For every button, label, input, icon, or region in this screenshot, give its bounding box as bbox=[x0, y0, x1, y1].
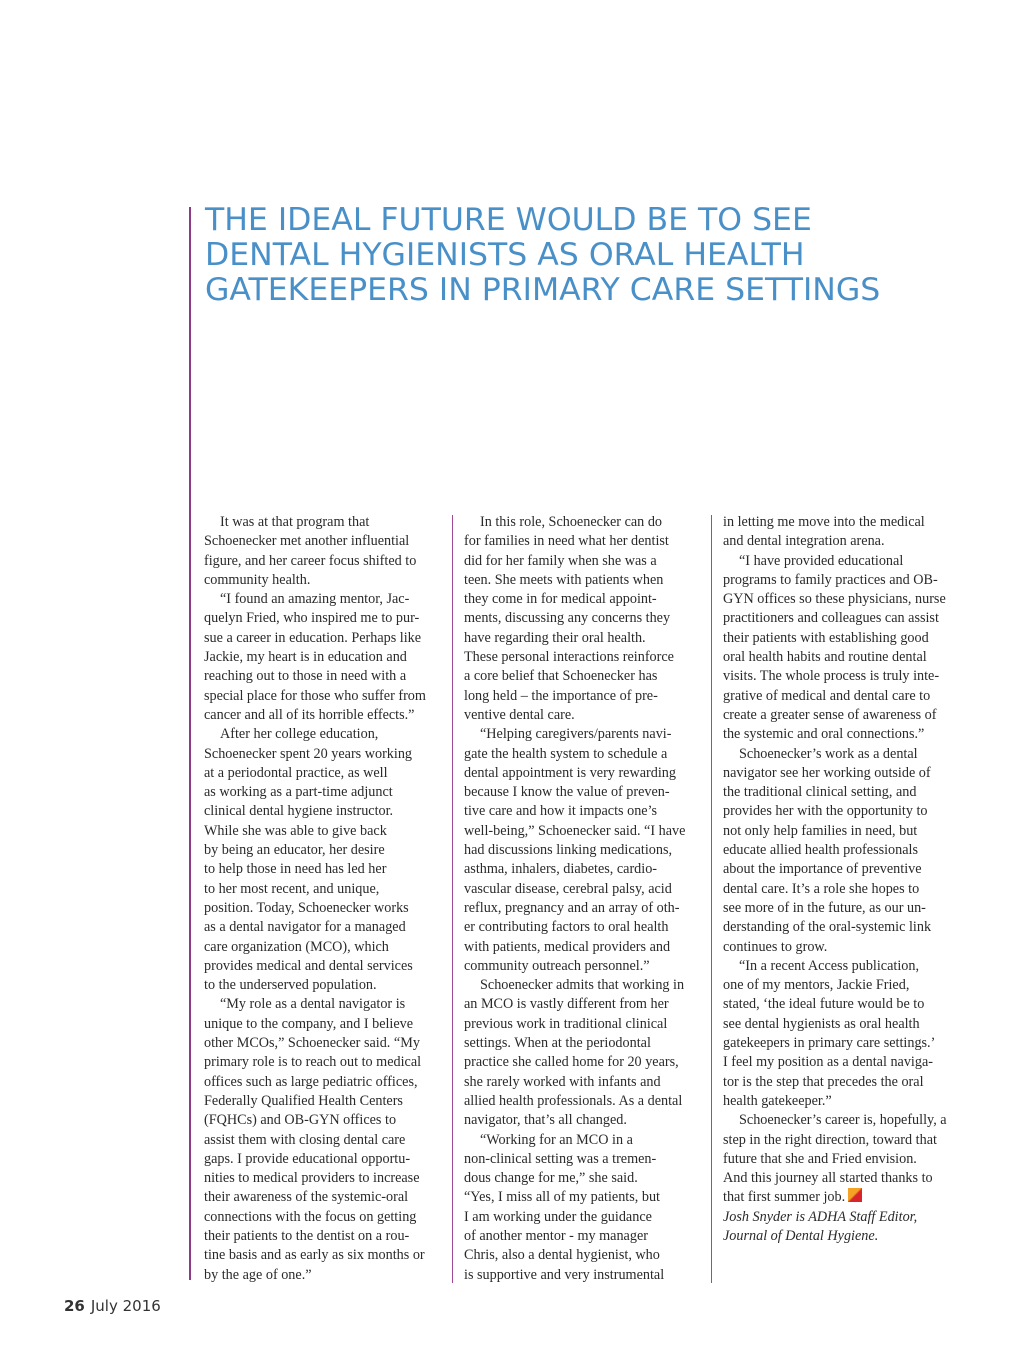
text-line: to help those in need has led her bbox=[204, 861, 387, 878]
text-line: dental appointment is very rewarding bbox=[464, 764, 676, 781]
text-line: These personal interactions reinforce bbox=[464, 649, 674, 666]
text-line: figure, and her career focus shifted to bbox=[204, 552, 417, 569]
text-line: an MCO is vastly different from her bbox=[464, 996, 669, 1013]
article-paragraph bbox=[204, 513, 444, 590]
text-line: Schoenecker admits that working in bbox=[480, 977, 685, 994]
text-line: visits. The whole process is truly inte- bbox=[723, 668, 940, 685]
text-line: dental care. It’s a role she hopes to bbox=[723, 880, 920, 897]
pull-quote-line: DENTAL HYGIENISTS AS ORAL HEALTH bbox=[205, 237, 805, 273]
text-line: unique to the company, and I believe bbox=[204, 1015, 414, 1032]
article-paragraph bbox=[723, 513, 963, 552]
text-line: er contributing factors to oral health bbox=[464, 919, 669, 936]
text-line: derstanding of the oral-systemic link bbox=[723, 919, 932, 936]
text-line: sue a career in education. Perhaps like bbox=[204, 629, 422, 646]
text-line: oral health habits and routine dental bbox=[723, 649, 927, 666]
text-line: position. Today, Schoenecker works bbox=[204, 899, 409, 916]
pull-quote bbox=[205, 203, 975, 308]
article-paragraph bbox=[464, 513, 704, 725]
article-paragraph bbox=[723, 957, 963, 1111]
text-line: practitioners and colleagues can assist bbox=[723, 610, 939, 627]
article-paragraph bbox=[204, 725, 444, 995]
text-line: at a periodontal practice, as well bbox=[204, 764, 388, 781]
text-line: (FQHCs) and OB-GYN offices to bbox=[204, 1112, 397, 1129]
text-line: reflux, pregnancy and an array of oth- bbox=[464, 899, 680, 916]
text-line: the traditional clinical setting, and bbox=[723, 784, 917, 801]
text-line: “Working for an MCO in a bbox=[480, 1131, 633, 1148]
text-line: provides medical and dental services bbox=[204, 957, 413, 974]
text-line: the systemic and oral connections.” bbox=[723, 726, 925, 743]
text-line: Schoenecker’s work as a dental bbox=[739, 745, 918, 762]
text-line: for families in need what her dentist bbox=[464, 533, 669, 550]
text-line: connections with the focus on getting bbox=[204, 1208, 417, 1225]
byline-line: Josh Snyder is ADHA Staff Editor, bbox=[723, 1208, 918, 1225]
text-line: to the underserved population. bbox=[204, 977, 377, 994]
text-line: Chris, also a dental hygienist, who bbox=[464, 1247, 660, 1264]
text-line: community health. bbox=[204, 571, 311, 588]
text-line: tive care and how it impacts one’s bbox=[464, 803, 658, 820]
text-line: gatekeepers in primary care settings.’ bbox=[723, 1035, 936, 1052]
text-line: educate allied health professionals bbox=[723, 842, 919, 859]
text-line: health gatekeeper.” bbox=[723, 1092, 832, 1109]
text-line: nities to medical providers to increase bbox=[204, 1170, 420, 1187]
text-line: ventive dental care. bbox=[464, 706, 575, 723]
text-line: reaching out to those in need with a bbox=[204, 668, 407, 685]
text-line: assist them with closing dental care bbox=[204, 1131, 406, 1148]
pullquote-rule bbox=[189, 207, 191, 1280]
text-line: their awareness of the systemic-oral bbox=[204, 1189, 409, 1206]
text-line: navigator see her working outside of bbox=[723, 764, 931, 781]
text-line: “In a recent Access publication, bbox=[739, 957, 920, 974]
text-line: other MCOs,” Schoenecker said. “My bbox=[204, 1035, 420, 1052]
text-line: provides her with the opportunity to bbox=[723, 803, 928, 820]
text-line: “Helping caregivers/parents navi- bbox=[480, 726, 672, 743]
text-line: Schoenecker met another influential bbox=[204, 533, 410, 550]
text-line: that first summer job. bbox=[723, 1189, 846, 1206]
text-line: as working as a part-time adjunct bbox=[204, 784, 393, 801]
text-line: and dental integration arena. bbox=[723, 533, 885, 550]
article-paragraph bbox=[464, 976, 704, 1130]
text-line: “I have provided educational bbox=[739, 552, 904, 569]
text-line: allied health professionals. As a dental bbox=[464, 1092, 683, 1109]
text-line: I am working under the guidance bbox=[464, 1208, 652, 1225]
text-line: offices such as large pediatric offices, bbox=[204, 1073, 418, 1090]
text-line: their patients with establishing good bbox=[723, 629, 929, 646]
byline-line: Journal of Dental Hygiene. bbox=[723, 1227, 879, 1244]
author-byline bbox=[723, 1208, 963, 1247]
text-line: is supportive and very instrumental bbox=[464, 1266, 665, 1283]
column-divider bbox=[711, 515, 712, 1283]
text-line: asthma, inhalers, diabetes, cardio- bbox=[464, 861, 658, 878]
text-line: as a dental navigator for a managed bbox=[204, 919, 406, 936]
final-line-wrapper bbox=[723, 1188, 963, 1207]
text-line: It was at that program that bbox=[220, 514, 370, 530]
text-line: because I know the value of preven- bbox=[464, 784, 670, 801]
page-number: 26 bbox=[64, 1297, 85, 1315]
article-column-2 bbox=[464, 513, 704, 1285]
text-line: create a greater sense of awareness of bbox=[723, 706, 937, 723]
text-line: about the importance of preventive bbox=[723, 861, 922, 878]
text-line: While she was able to give back bbox=[204, 822, 387, 839]
end-of-article-icon bbox=[848, 1188, 862, 1202]
text-line: special place for those who suffer from bbox=[204, 687, 426, 704]
text-line: a core belief that Schoenecker has bbox=[464, 668, 658, 685]
text-line: Jackie, my heart is in education and bbox=[204, 649, 407, 666]
text-line: cancer and all of its horrible effects.” bbox=[204, 706, 415, 723]
text-line: In this role, Schoenecker can do bbox=[480, 514, 663, 530]
text-line: previous work in traditional clinical bbox=[464, 1015, 668, 1032]
text-line: Schoenecker spent 20 years working bbox=[204, 745, 413, 762]
text-line: And this journey all started thanks to bbox=[723, 1170, 933, 1187]
text-line: ments, discussing any concerns they bbox=[464, 610, 671, 627]
text-line: navigator, that’s all changed. bbox=[464, 1112, 627, 1129]
text-line: vascular disease, cerebral palsy, acid bbox=[464, 880, 672, 897]
text-line: future that she and Fried envision. bbox=[723, 1150, 917, 1167]
text-line: Federally Qualified Health Centers bbox=[204, 1092, 403, 1109]
text-line: “My role as a dental navigator is bbox=[220, 996, 406, 1013]
text-line: dous change for me,” she said. bbox=[464, 1170, 638, 1187]
text-line: settings. When at the periodontal bbox=[464, 1035, 651, 1052]
text-line: in letting me move into the medical bbox=[723, 514, 925, 530]
text-line: practice she called home for 20 years, bbox=[464, 1054, 679, 1071]
text-line: teen. She meets with patients when bbox=[464, 571, 664, 588]
text-line: stated, ‘the ideal future would be to bbox=[723, 996, 925, 1013]
article-paragraph bbox=[204, 590, 444, 725]
text-line: did for her family when she was a bbox=[464, 552, 657, 569]
text-line: have regarding their oral health. bbox=[464, 629, 646, 646]
text-line: programs to family practices and OB- bbox=[723, 571, 938, 588]
text-line: long held – the importance of pre- bbox=[464, 687, 658, 704]
text-line: see more of in the future, as our un- bbox=[723, 899, 926, 916]
column-divider bbox=[452, 515, 453, 1283]
text-line: see dental hygienists as oral health bbox=[723, 1015, 920, 1032]
text-line: grative of medical and dental care to bbox=[723, 687, 931, 704]
pull-quote-line: GATEKEEPERS IN PRIMARY CARE SETTINGS bbox=[205, 272, 881, 308]
text-line: by the age of one.” bbox=[204, 1266, 312, 1283]
text-line: they come in for medical appoint- bbox=[464, 591, 657, 608]
issue-date: July 2016 bbox=[90, 1297, 161, 1315]
text-line: tor is the step that precedes the oral bbox=[723, 1073, 924, 1090]
text-line: well-being,” Schoenecker said. “I have bbox=[464, 822, 686, 839]
page-footer bbox=[64, 1297, 161, 1315]
text-line: one of my mentors, Jackie Fried, bbox=[723, 977, 910, 994]
text-line: not only help families in need, but bbox=[723, 822, 918, 839]
text-line: step in the right direction, toward that bbox=[723, 1131, 937, 1148]
text-line: non-clinical setting was a tremen- bbox=[464, 1150, 657, 1167]
text-line: to her most recent, and unique, bbox=[204, 880, 380, 897]
text-line: of another mentor - my manager bbox=[464, 1227, 648, 1244]
text-line: GYN offices so these physicians, nurse bbox=[723, 591, 946, 608]
text-line: by being an educator, her desire bbox=[204, 842, 385, 859]
text-line: “Yes, I miss all of my patients, but bbox=[464, 1189, 660, 1206]
text-line: their patients to the dentist on a rou- bbox=[204, 1227, 410, 1244]
text-line: tine basis and as early as six months or bbox=[204, 1247, 425, 1264]
article-paragraph bbox=[723, 745, 963, 957]
text-line: gaps. I provide educational opportu- bbox=[204, 1150, 411, 1167]
pull-quote-line: THE IDEAL FUTURE WOULD BE TO SEE bbox=[205, 202, 812, 238]
text-line: I feel my position as a dental naviga- bbox=[723, 1054, 933, 1071]
text-line: After her college education, bbox=[220, 726, 379, 743]
text-line: care organization (MCO), which bbox=[204, 938, 389, 955]
text-line: with patients, medical providers and bbox=[464, 938, 671, 955]
article-paragraph bbox=[464, 725, 704, 976]
text-line: primary role is to reach out to medical bbox=[204, 1054, 422, 1071]
article-paragraph bbox=[464, 1131, 704, 1285]
article-column-3 bbox=[723, 513, 963, 1246]
text-line: she rarely worked with infants and bbox=[464, 1073, 661, 1090]
text-line: quelyn Fried, who inspired me to pur- bbox=[204, 610, 420, 627]
text-line: gate the health system to schedule a bbox=[464, 745, 668, 762]
article-column-1 bbox=[204, 513, 444, 1285]
text-line: “I found an amazing mentor, Jac- bbox=[220, 591, 410, 608]
text-line: Schoenecker’s career is, hopefully, a bbox=[739, 1112, 947, 1129]
article-paragraph bbox=[723, 1111, 963, 1207]
text-line: had discussions linking medications, bbox=[464, 842, 673, 859]
article-paragraph bbox=[723, 552, 963, 745]
text-line: community outreach personnel.” bbox=[464, 957, 650, 974]
text-line: clinical dental hygiene instructor. bbox=[204, 803, 394, 820]
article-paragraph bbox=[204, 995, 444, 1284]
text-line: continues to grow. bbox=[723, 938, 828, 955]
